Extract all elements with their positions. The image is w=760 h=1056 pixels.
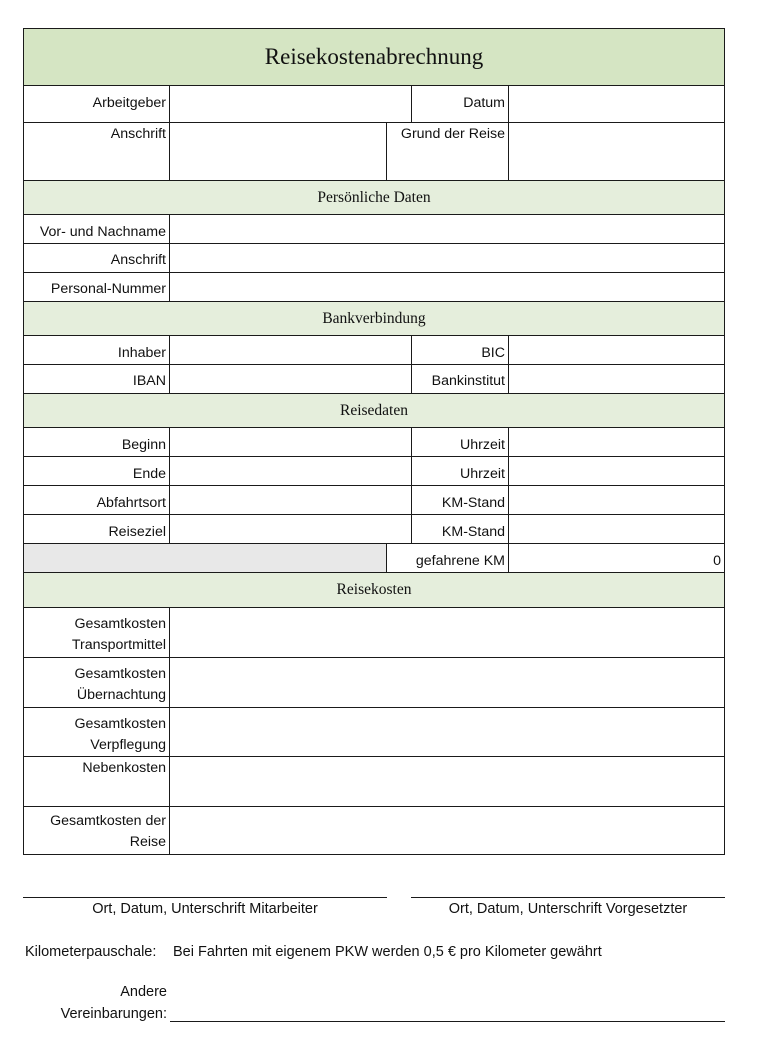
abfahrtsort-field[interactable] (170, 486, 411, 514)
personal-anschrift-field[interactable] (170, 244, 724, 272)
datum-label: Datum (463, 95, 505, 111)
employer-anschrift-label: Anschrift (110, 126, 166, 142)
km-stand-end-field[interactable] (509, 515, 724, 543)
personal-nummer-field[interactable] (170, 273, 724, 301)
gesamtkosten-verpflegung-label: Gesamtkosten Verpflegung (74, 716, 166, 753)
gesamtkosten-transportmittel-label: Gesamtkosten Transportmittel (71, 616, 166, 653)
beginn-label: Beginn (121, 437, 166, 453)
inhaber-field[interactable] (170, 336, 411, 364)
greyed-out-cell (24, 544, 386, 572)
reiseziel-label: Reiseziel (108, 524, 166, 540)
gesamtkosten-verpflegung-field[interactable] (170, 708, 724, 756)
arbeitgeber-field[interactable] (170, 86, 411, 122)
personal-anschrift-label: Anschrift (110, 252, 166, 268)
gesamtkosten-reise-label: Gesamtkosten der Reise (50, 813, 166, 850)
andere-vereinbarungen-line[interactable] (170, 1021, 725, 1022)
gesamtkosten-uebernachtung-label: Gesamtkosten Übernachtung (74, 666, 166, 703)
employer-anschrift-field[interactable] (170, 123, 386, 180)
nebenkosten-field[interactable] (170, 757, 724, 806)
signature-caption-mitarbeiter: Ort, Datum, Unterschrift Mitarbeiter (92, 901, 318, 917)
inhaber-label: Inhaber (117, 345, 166, 361)
section-reisekosten: Reisekosten (23, 572, 725, 608)
andere-vereinbarungen-label: Andere Vereinbarungen: (60, 984, 167, 1022)
uhrzeit-end-label: Uhrzeit (460, 466, 505, 482)
km-stand-end-label: KM-Stand (441, 524, 505, 540)
iban-field[interactable] (170, 365, 411, 393)
grund-der-reise-field[interactable] (509, 123, 724, 180)
signature-line-mitarbeiter[interactable] (23, 897, 387, 898)
signature-line-vorgesetzter[interactable] (411, 897, 725, 898)
gesamtkosten-transportmittel-field[interactable] (170, 608, 724, 657)
ende-label: Ende (132, 466, 166, 482)
km-stand-start-label: KM-Stand (441, 495, 505, 511)
beginn-field[interactable] (170, 428, 411, 456)
form-title: Reisekostenabrechnung (23, 28, 725, 86)
bankinstitut-field[interactable] (509, 365, 724, 393)
kilometerpauschale-label: Kilometerpauschale: (25, 944, 157, 960)
kilometerpauschale-text: Bei Fahrten mit eigenem PKW werden 0,5 € pro Kilometer gewährt (173, 944, 602, 960)
name-field[interactable] (170, 215, 724, 243)
gefahrene-km-value: 0 (713, 553, 721, 569)
bankinstitut-label: Bankinstitut (431, 373, 505, 389)
bic-label: BIC (481, 345, 505, 361)
section-reisedaten: Reisedaten (23, 393, 725, 428)
travel-expense-form (23, 28, 725, 855)
gefahrene-km-label: gefahrene KM (415, 553, 505, 569)
arbeitgeber-label: Arbeitgeber (92, 95, 166, 111)
uhrzeit-end-field[interactable] (509, 457, 724, 485)
personal-nummer-label: Personal-Nummer (50, 281, 166, 297)
km-stand-start-field[interactable] (509, 486, 724, 514)
section-persoenliche-daten: Persönliche Daten (23, 180, 725, 215)
nebenkosten-label: Nebenkosten (82, 760, 166, 776)
name-label: Vor- und Nachname (39, 224, 166, 240)
iban-label: IBAN (132, 373, 166, 389)
uhrzeit-start-label: Uhrzeit (460, 437, 505, 453)
abfahrtsort-label: Abfahrtsort (96, 495, 166, 511)
datum-field[interactable] (509, 86, 724, 122)
section-bankverbindung: Bankverbindung (23, 301, 725, 336)
gesamtkosten-uebernachtung-field[interactable] (170, 658, 724, 707)
signature-caption-vorgesetzter: Ort, Datum, Unterschrift Vorgesetzter (448, 901, 688, 917)
grund-der-reise-label: Grund der Reise (400, 126, 505, 142)
uhrzeit-start-field[interactable] (509, 428, 724, 456)
bic-field[interactable] (509, 336, 724, 364)
ende-field[interactable] (170, 457, 411, 485)
reiseziel-field[interactable] (170, 515, 411, 543)
gesamtkosten-reise-field[interactable] (170, 807, 724, 854)
